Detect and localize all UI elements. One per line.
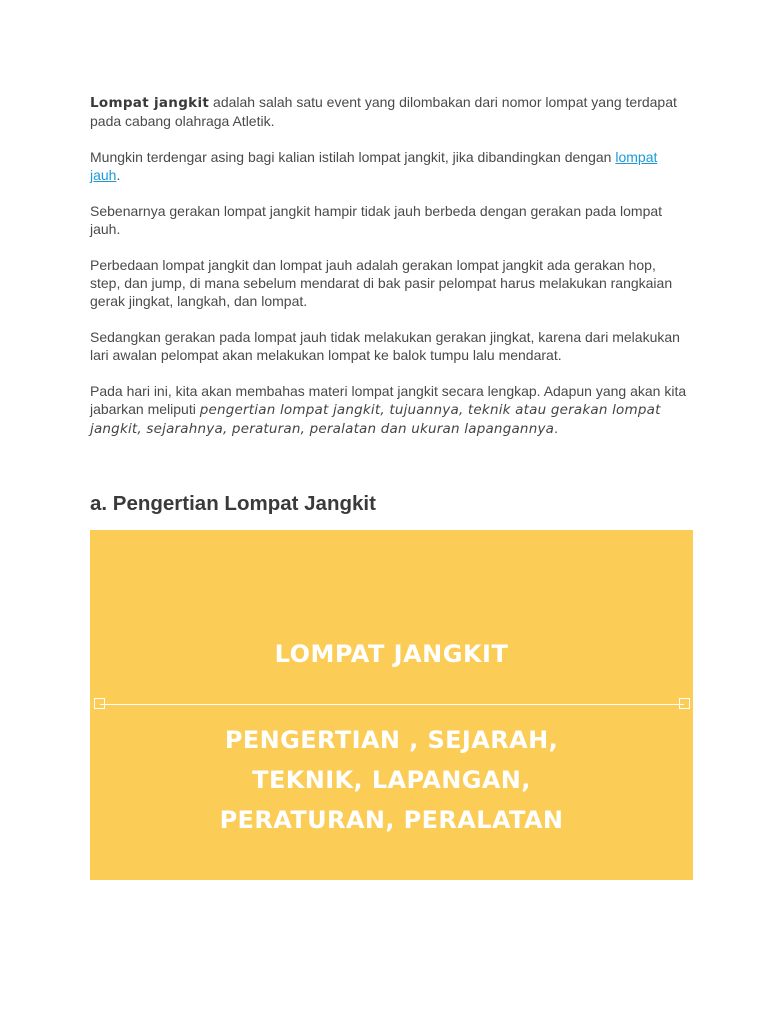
lompat-jauh-link[interactable]: lompat jauh	[90, 149, 658, 183]
difference-paragraph: Perbedaan lompat jangkit dan lompat jauh adalah gerakan lompat jangkit ada gerakan hop, step, dan jump, di mana sebelum mendarat di bak pasir pelompat harus melakukan rangkaian gerak jingkat, langkah, dan lompat.	[90, 257, 673, 309]
comparison-paragraph	[90, 148, 690, 184]
comparison-end: .	[116, 167, 121, 183]
lompat-jangkit-banner-image	[90, 530, 693, 880]
overview-paragraph	[90, 382, 690, 438]
article-body	[90, 93, 690, 456]
banner-subtitle	[90, 720, 693, 840]
intro-paragraph	[90, 93, 690, 130]
overview-end: .	[554, 420, 558, 436]
lead-term: Lompat jangkit	[90, 95, 210, 111]
section-heading: a. Pengertian Lompat Jangkit	[90, 492, 376, 515]
divider-left-handle-icon	[94, 698, 105, 709]
long-jump-paragraph: Sedangkan gerakan pada lompat jauh tidak melakukan gerakan jingkat, karena dari melakukan lari awalan pelompat akan melakukan lompat ke balok tumpu lalu mendarat.	[90, 329, 680, 363]
banner-divider	[100, 704, 684, 705]
banner-title: LOMPAT JANGKIT	[274, 640, 509, 668]
banner-line-3: PERATURAN, PERALATAN	[219, 806, 564, 834]
similarity-paragraph: Sebenarnya gerakan lompat jangkit hampir tidak jauh berbeda dengan gerakan pada lompat jauh.	[90, 203, 663, 237]
topics-list: pengertian lompat jangkit, tujuannya, teknik atau gerakan lompat jangkit, sejarahnya, peraturan, peralatan dan ukuran lapangannya	[90, 402, 661, 437]
comparison-text: Mungkin terdengar asing bagi kalian istilah lompat jangkit, jika dibandingkan dengan	[90, 149, 616, 165]
overview-text: Pada hari ini, kita akan membahas materi lompat jangkit secara lengkap. Adapun yang akan kita jabarkan meliputi	[90, 383, 687, 417]
banner-line-2: TEKNIK, LAPANGAN,	[252, 766, 531, 794]
intro-text: adalah salah satu event yang dilombakan dari nomor lompat yang terdapat pada cabang olahraga Atletik.	[90, 94, 677, 129]
banner-line-1: PENGERTIAN , SEJARAH,	[224, 726, 559, 754]
divider-right-handle-icon	[679, 698, 690, 709]
